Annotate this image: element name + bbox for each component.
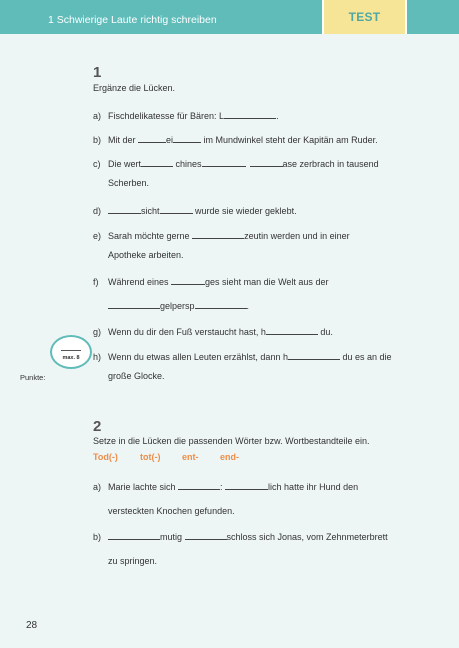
answer-blank[interactable]	[202, 158, 246, 167]
word-options	[93, 452, 239, 462]
chapter-title: 1 Schwierige Laute richtig schreiben	[48, 14, 217, 26]
word-option: ent-	[182, 452, 199, 462]
answer-blank[interactable]	[224, 110, 276, 119]
answer-blank[interactable]	[141, 158, 173, 167]
item-letter: b)	[93, 135, 102, 145]
answer-blank[interactable]	[108, 300, 160, 309]
task-2-instruction: Setze in die Lücken die passenden Wörter bzw. Wortbestandteile ein.	[93, 436, 370, 446]
header-bar	[0, 0, 459, 34]
item-letter: a)	[93, 482, 102, 492]
task-2a: a) Marie lachte sich : lich hatte ihr Hund den	[93, 482, 359, 492]
item-letter: d)	[93, 206, 102, 216]
task-1h: h) Wenn du etwas allen Leuten erzählst, dann h du es an die	[93, 352, 392, 362]
answer-blank[interactable]	[266, 326, 318, 335]
answer-blank[interactable]	[195, 300, 247, 309]
task-2a-continuation: versteckten Knochen gefunden.	[108, 506, 235, 516]
item-letter: e)	[93, 231, 102, 241]
item-letter: c)	[93, 159, 101, 169]
task-1b: b) Mit der ei im Mundwinkel steht der Kapitän am Ruder.	[93, 135, 378, 145]
test-badge: TEST	[322, 0, 407, 34]
task-1c: c) Die wert chines ase zerbrach in tausend	[93, 159, 379, 169]
answer-blank[interactable]	[138, 134, 166, 143]
task-1-instruction: Ergänze die Lücken.	[93, 83, 176, 93]
task-2b-continuation: zu springen.	[108, 556, 158, 566]
score-circle[interactable]	[50, 335, 92, 369]
item-letter: h)	[93, 352, 102, 362]
task-1g: g) Wenn du dir den Fuß verstaucht hast, h du.	[93, 327, 333, 337]
answer-blank[interactable]	[250, 158, 283, 167]
answer-blank[interactable]	[108, 205, 141, 214]
word-option: end-	[220, 452, 239, 462]
item-letter: a)	[93, 111, 102, 121]
item-letter: b)	[93, 532, 102, 542]
answer-blank[interactable]	[171, 276, 205, 285]
answer-blank[interactable]	[178, 481, 220, 490]
task-2b: b) mutig schloss sich Jonas, vom Zehnmeterbrett	[93, 532, 388, 542]
answer-blank[interactable]	[288, 351, 340, 360]
score-label: Punkte:	[20, 373, 46, 382]
task-1f-continuation: gelpersp .	[108, 300, 249, 311]
task-1d: d) sicht wurde sie wieder geklebt.	[93, 206, 297, 216]
task-1e: e) Sarah möchte gerne zeutin werden und in einer	[93, 231, 350, 241]
answer-blank[interactable]	[225, 481, 268, 490]
task-1-number: 1	[93, 64, 102, 81]
item-letter: f)	[93, 277, 99, 287]
word-option: tot(-)	[140, 452, 161, 462]
answer-blank[interactable]	[108, 531, 160, 540]
score-max: max. 8	[62, 355, 80, 361]
answer-blank[interactable]	[185, 531, 227, 540]
answer-blank[interactable]	[192, 230, 244, 239]
item-letter: g)	[93, 327, 102, 337]
task-1h-continuation: große Glocke.	[108, 371, 165, 381]
task-1a: a) Fischdelikatesse für Bären: L .	[93, 111, 279, 121]
task-1e-continuation: Apotheke arbeiten.	[108, 250, 184, 260]
answer-blank[interactable]	[173, 134, 201, 143]
page-number: 28	[26, 620, 38, 631]
score-input-line	[61, 350, 81, 351]
task-1f: f) Während eines ges sieht man die Welt aus der	[93, 277, 329, 287]
task-2-number: 2	[93, 418, 102, 435]
task-1c-continuation: Scherben.	[108, 178, 150, 188]
word-option: Tod(-)	[93, 452, 118, 462]
answer-blank[interactable]	[160, 205, 193, 214]
